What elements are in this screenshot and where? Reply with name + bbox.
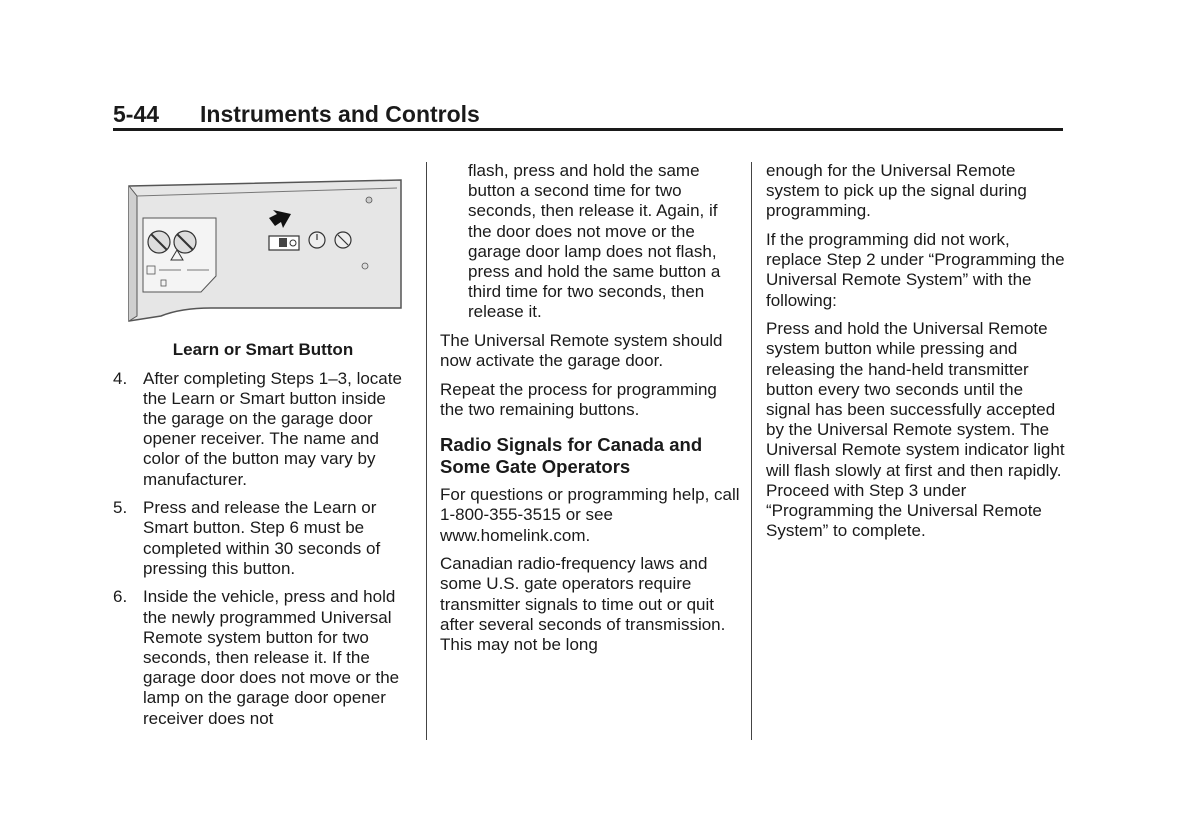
list-item [113,587,413,728]
list-item [113,498,413,579]
page-header [113,101,1063,131]
step-text: Press and release the Learn or Smart button. Step 6 must be completed within 30 seconds of pressing this button. [143,498,381,578]
paragraph: enough for the Universal Remote system to pick up the signal during programming. [766,161,1027,221]
step-number: 4. [113,368,128,388]
step-continuation: flash, press and hold the same button a second time for two seconds, then release it. Again, if the door does not move or the garage door lamp does not flash, press and hold the same button a third time for two seconds, then release it. [468,161,721,322]
section-title: Instruments and Controls [200,101,480,127]
column-2 [440,161,740,664]
column-divider [426,162,427,740]
column-1 [113,340,413,737]
list-item [113,369,413,490]
paragraph: If the programming did not work, replace Step 2 under “Programming the Universal Remote System” with the following: [766,230,1065,310]
garage-opener-illustration [121,176,406,324]
step-number: 6. [113,587,128,607]
figure-caption: Learn or Smart Button [172,340,354,359]
paragraph: The Universal Remote system should now activate the garage door. [440,331,723,371]
page-number: 5-44 [113,101,160,127]
paragraph: Press and hold the Universal Remote system button while pressing and releasing the hand-held transmitter button every two seconds until the signal has been successfully accepted by the Universal Remote system. The Universal Remote system indicator light will flash slowly at first and then rapidly. Proceed with Step 3 under “Programming the Universal Remote System” to complete. [766,319,1065,541]
subheading: Radio Signals for Canada and Some Gate Operators [440,434,703,477]
step-number: 5. [113,498,128,518]
paragraph: For questions or programming help, call 1-800-355-3515 or see www.homelink.com. [440,485,740,545]
step-text: After completing Steps 1–3, locate the Learn or Smart button inside the garage on the garage door opener receiver. The name and color of the button may vary by manufacturer. [143,368,402,489]
paragraph: Repeat the process for programming the two remaining buttons. [440,379,717,420]
column-divider [751,162,752,740]
paragraph: Canadian radio-frequency laws and some U.S. gate operators require transmitter signals to time out or quit after several seconds of transmission. This may not be long [440,554,726,655]
header-rule [113,128,1063,131]
column-3 [766,161,1066,550]
step-text: Inside the vehicle, press and hold the newly programmed Universal Remote system button for two seconds, then release it. If the garage door does not move or the lamp on the garage door opener receiver does not [143,587,400,728]
steps-list [113,369,413,729]
